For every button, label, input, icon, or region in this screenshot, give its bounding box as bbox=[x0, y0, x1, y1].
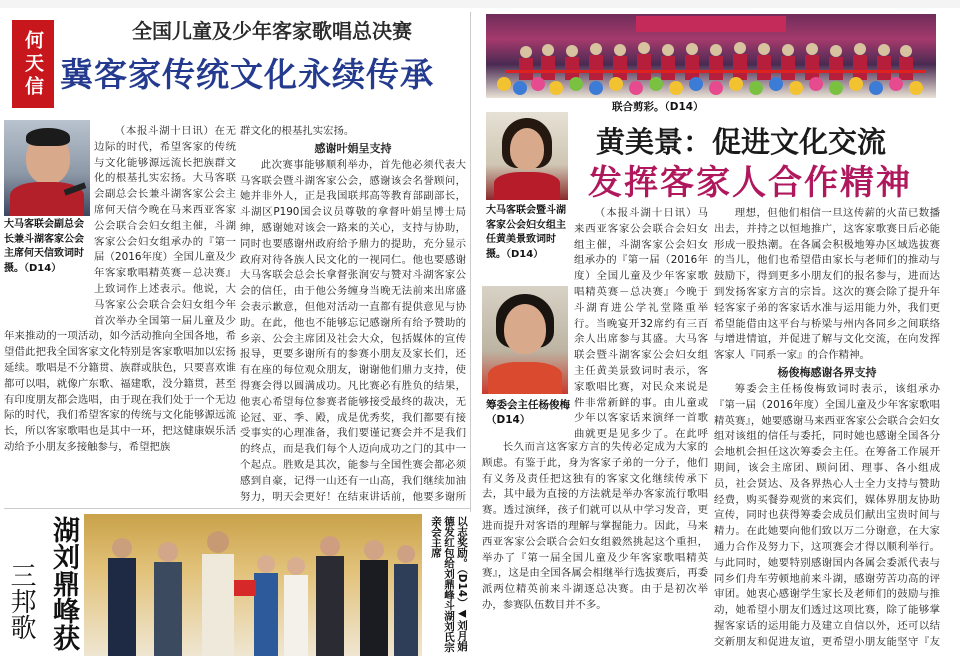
right-article-col2-cont: 筹委会主任杨俊梅致词时表示，该组承办『第一届（2016年度）全国儿童及少年客家歌唱精英赛』，她要感谢马来西亚客家公会联合会妇女组对该组的信任与委托，同时她也感谢全国各分会地机会担任这次筹委会主任。在筹备工作展开期间，该会主席团、顾问团、理事、各小组成员，社会贤达、及各界热心人士全力支持与赞助经费，购买餐券观赏的来宾们，媒体界朋友协助宣传，同时也获得筹委会成员们献出宝贵时间与精力。在此她要向他们致以万二分谢意，在大家通力合作及努力下，这项赛会才得以顺利举行。与此同时，她要特别感谢国内各属会委派代表与同乡们舟车劳顿地前来斗湖，感谢劳苦功高的评审团。她衷心感谢学生家长及老师们的鼓励与推动，她希望小朋友们透过这项比赛，除了能够掌握客家话的运用能力及建立自信以外，还可以结交新朋友和促进友谊，更希望小朋友能坚守『友 bbox=[714, 382, 940, 648]
left-article-col1 bbox=[94, 124, 236, 328]
photo-chairperson-yangjunmei bbox=[482, 286, 568, 394]
left-article-headline: 冀客家传统文化永续传承 bbox=[60, 55, 434, 94]
left-article-col2-intro: 群文化的根基扎实宏扬。 bbox=[240, 125, 355, 137]
group-photo-award bbox=[84, 514, 422, 656]
right-article-col2 bbox=[714, 206, 940, 650]
photo-caption-yangjunmei: 筹委会主任杨俊梅（D14） bbox=[486, 399, 570, 426]
right-article-subheading: 杨俊梅感谢各界支持 bbox=[777, 365, 877, 379]
column-divider-left bbox=[470, 12, 471, 512]
left-article-col1-lower-text: 年来推动的一项活动，如今活动推向全国各地，希望借此把我全国客家文化特别是客家歌唱加以宏扬延续。歌唱是不分籍贯、族群或肤色，只要喜欢谁都可以唱，就像广东歌、福建歌，没分籍贯，甚至有印度朋友都会选唱，由于现在我们处于一个无边际的时代，我们希望客家的传统与文化能够源远流长，所以客家歌唱也是其中一环，把这健康娱乐活动给予小朋友多接触参与，希望把族 bbox=[4, 330, 236, 453]
bottom-divider bbox=[4, 508, 470, 509]
photo-caption-speaker: 大马客联会副总会长兼斗湖客家公会主席何天信致词时摄。（D14） bbox=[4, 219, 84, 274]
right-article-col1-text: （本报斗湖十日讯）马来西亚客家公会联合会妇女组主催，斗湖客家公会妇女组承办的『第一届（2016年度）全国儿童及少年客家歌唱精英赛－总决赛』今晚于斗湖育进公学礼堂隆重举行。当晚宴开32席约有三百余人出席参与其盛。大马客联会暨斗湖客家公会妇女组主任黄美景致词时表示，客家歌唱比赛，对民众来说是件非常新鲜的事。由儿童或少年以客家话来演绎一首歌曲就更是见多少了。在此呼 bbox=[574, 207, 708, 441]
right-article-col1-cont: 长久而言这客家方言的失传必定成为大家的顾虑。有鉴于此，身为客家子弟的一分子，他们有义务及责任把这独有的客家文化继续传承下去，其中最为直接的方法就是举办客家流行歌唱赛。透过演绎，孩子们就可以从中学习发音，更进而提升对客语的理解与掌握能力。因此，马来西亚客家公会联合会妇女组毅然挑起这个重担，举办了『第一届全国儿童及少年客家歌唱精英赛』，这是由全国各属会相继举行选拔赛后，再委派两位精英前来斗湖逐总决赛。由于是初次举办，参赛队伍数目并不多。 bbox=[482, 441, 708, 611]
left-article-kicker: 全国儿童及少年客家歌唱总决赛 bbox=[132, 19, 412, 43]
photo-speaker-huangmeijing bbox=[486, 112, 568, 200]
group-photo-caption: 联合剪彩。（D14） bbox=[612, 101, 704, 113]
bottom-article-headline: 湖刘鼎峰获 bbox=[48, 516, 79, 651]
left-article-subheading: 感谢叶娟呈支持 bbox=[314, 141, 392, 155]
right-article-col1 bbox=[574, 206, 708, 442]
left-article-col1-text: （本报斗湖十日讯）在无边际的时代，希望客家的传统与文化能够源远流长把族群文化的根基扎实宏扬。大马客联会副总会长兼斗湖客家公会主席何天信今晚在马来西亚客家公会联合会妇女组主催，斗湖客家公会妇女组承办的『第一届（2016年度）全国儿童及少年客家歌唱精英赛－总决赛』上致词作上述表示。他说，大马客家公会联合会妇女组今年首次举办全国第一届儿童及少 bbox=[94, 125, 236, 327]
byline-box: 何天信 bbox=[12, 20, 54, 108]
left-article-col1-lower bbox=[4, 328, 236, 504]
header-strip bbox=[0, 0, 960, 8]
photo-caption-huangmeijing: 大马客联会暨斗湖客家公会妇女组主任黄美景致词时摄。（D14） bbox=[486, 205, 566, 260]
left-article-col2-text: 此次赛事能够顺利举办，首先他必须代表大马客联会暨斗湖客家公会，感谢该会名誉顾问，她并非外人，正是我国联邦高等教育部副部长，斗湖区P190国会议员尊敬的拿督叶娟呈博士局绅，感谢她对该会一路来的关心，支持与协助，同时也要感谢州政府给予鼎力的提助，充分显示政府对待各族人民文化的一视同仁。他也要感谢大马客联会总会长拿督张润安与赞对斗湖客家公会的信任，由于他公务缠身当晚无法前来出席盛会表示歉意，但他对活动一直都有提供意见与协助。在此，他也不能够忘记感谢所有给予赞助的乡亲、公会主席团及社会大众，包括媒体的宣传报导，更要多谢所有的参赛小朋友及家长们，还有在座的每位观众朋友，谢谢他们鼎力支持，使得赛会得以圆满成功。凡比赛必有胜负的结果，他衷心希望每位参赛者能够接受最终的裁决，无论冠、亚、季、殿，成是优秀奖，我们都要有接受事实的心理准备，我们要谨记赛会并不是我们的终点，而是我们每个人迈向成功之门的其中一个起点。胜败是其次，能参与全国性赛会都必须感到自豪，记得一山还有一山高，我们继续加油努力，明天会更好！在结束讲话前，他要多谢所 bbox=[240, 158, 466, 503]
right-article-col1-lower bbox=[482, 440, 708, 646]
right-article-col2-text: 理想，但他们相信一旦这传薪的火苗已数播出去，并持之以恒地推广，这客家歌赛日后必能形成一股热潮。在各属会积极地筹办区域选拔赛的当儿，他们也希望借由家长与老师们的推动与鼓励下，得到更多小朋友们的报名参与，进而达到发扬客家方言的宗旨。这次的赛会除了提升年轻客家子弟的客家话水准与运用能力外，我们更希望能借由这平台与桥梁与州内各同乡之间联络与增进情谊，并促进了解与文化交流，在向发挥客家人『同系一家』的合作精神。 bbox=[714, 207, 940, 362]
group-photo-ribbon-cutting bbox=[486, 14, 936, 98]
right-article-headline-1: 黄美景：促进文化交流 bbox=[596, 125, 887, 159]
bottom-article-headline-2: 三邦歌 bbox=[6, 562, 36, 640]
left-article-col2 bbox=[240, 124, 466, 504]
photo-speaker-hotianxin bbox=[4, 120, 90, 216]
bottom-photo-caption: 以志奖励。（D14）◀刘月娟德发红包给刘鼎峰斗湖刘氏宗亲会主席 bbox=[430, 516, 468, 653]
right-article-headline-2: 发挥客家人合作精神 bbox=[588, 163, 912, 203]
